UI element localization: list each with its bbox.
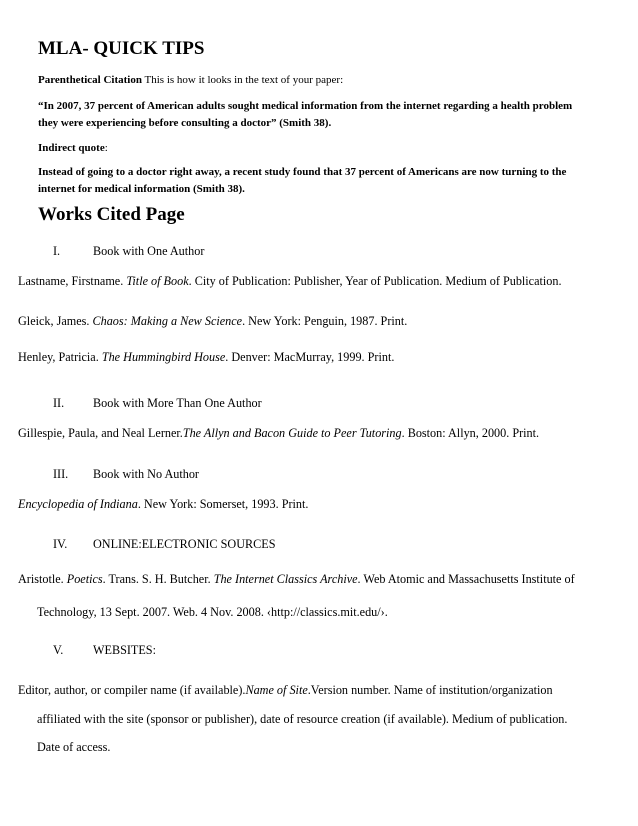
citation-title: Name of Site xyxy=(245,683,308,697)
citation-translator: . Trans. S. H. Butcher. xyxy=(102,572,214,586)
citation-author: Gleick, James. xyxy=(18,314,93,328)
parenthetical-desc: This is how it looks in the text of your paper: xyxy=(141,74,344,86)
citation-rest: . Boston: Allyn, 2000. Print. xyxy=(401,426,540,440)
direct-quote-line-1: “In 2007, 37 percent of American adults sought medical information from the internet regarding a health problem xyxy=(38,100,573,112)
section-number: IV. xyxy=(53,537,68,551)
section-label: Book with More Than One Author xyxy=(93,396,262,410)
citation-author: Editor, author, or compiler name (if available). xyxy=(18,683,246,697)
section-heading-two xyxy=(53,396,262,411)
section-heading-three xyxy=(53,467,199,482)
citation-website-line-1 xyxy=(18,683,553,698)
direct-quote-line-2: they were experiencing before consulting a doctor” (Smith 38). xyxy=(38,117,332,129)
citation-container-title: The Internet Classics Archive xyxy=(213,572,358,586)
indirect-quote-line-1: Instead of going to a doctor right away, a recent study found that 37 percent of Americans are now turning to the xyxy=(38,166,567,178)
citation-website-line-2: affiliated with the site (sponsor or publisher), date of resource creation (if available). Medium of publication. xyxy=(37,712,568,726)
section-number: I. xyxy=(53,244,61,258)
indirect-quote-line-2: internet for medical information (Smith 38). xyxy=(38,183,245,195)
section-number: II. xyxy=(53,396,65,410)
citation-rest: . New York: Somerset, 1993. Print. xyxy=(137,497,309,511)
section-heading-five xyxy=(53,643,156,658)
citation-title: Title of Book xyxy=(126,274,189,288)
section-label: WEBSITES: xyxy=(93,643,156,657)
parenthetical-label: Parenthetical Citation xyxy=(38,74,142,86)
citation-rest: .Version number. Name of institution/organization xyxy=(307,683,553,697)
citation-title: Chaos: Making a New Science xyxy=(92,314,243,328)
citation-title: The Allyn and Bacon Guide to Peer Tutoring xyxy=(182,426,402,440)
citation-gillespie xyxy=(18,426,539,441)
section-label: Book with One Author xyxy=(93,244,205,258)
citation-henley xyxy=(18,350,394,365)
citation-aristotle-line-2: Technology, 13 Sept. 2007. Web. 4 Nov. 2008. ‹http://classics.mit.edu/›. xyxy=(37,605,388,619)
citation-website-line-3: Date of access. xyxy=(37,740,111,754)
citation-title: Poetics xyxy=(66,572,103,586)
citation-rest: . Web Atomic and Massachusetts Institute of xyxy=(357,572,575,586)
section-number: III. xyxy=(53,467,69,481)
parenthetical-citation-line xyxy=(38,73,343,87)
indirect-colon: : xyxy=(104,142,108,154)
citation-author: Gillespie, Paula, and Neal Lerner. xyxy=(18,426,183,440)
indirect-label: Indirect quote xyxy=(38,142,105,154)
citation-gleick xyxy=(18,314,407,329)
section-number: V. xyxy=(53,643,64,657)
indirect-quote-heading xyxy=(38,141,108,155)
citation-indiana xyxy=(18,497,308,512)
citation-rest: . Denver: MacMurray, 1999. Print. xyxy=(225,350,395,364)
works-cited-heading: Works Cited Page xyxy=(38,204,185,225)
section-label: ONLINE:ELECTRONIC SOURCES xyxy=(93,537,276,551)
citation-template xyxy=(18,274,562,289)
citation-aristotle-line-1 xyxy=(18,572,575,587)
citation-title: Encyclopedia of Indiana xyxy=(18,497,138,511)
citation-author: Henley, Patricia. xyxy=(18,350,102,364)
section-heading-one xyxy=(53,244,204,259)
citation-author: Aristotle. xyxy=(18,572,67,586)
citation-author: Lastname, Firstname. xyxy=(18,274,127,288)
citation-rest: . City of Publication: Publisher, Year of Publication. Medium of Publication. xyxy=(188,274,562,288)
section-heading-four xyxy=(53,537,275,552)
page-title: MLA- QUICK TIPS xyxy=(38,38,205,59)
citation-title: The Hummingbird House xyxy=(101,350,226,364)
citation-rest: . New York: Penguin, 1987. Print. xyxy=(242,314,408,328)
section-label: Book with No Author xyxy=(93,467,199,481)
